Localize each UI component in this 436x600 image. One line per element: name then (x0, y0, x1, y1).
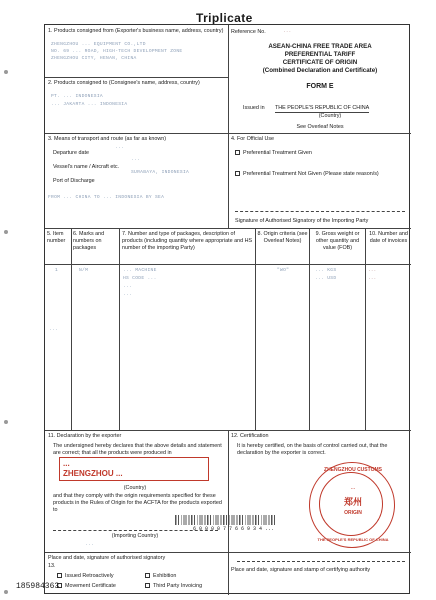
box1-label: 1. Products consigned from (Exporter's business name, address, country) (48, 28, 224, 34)
binder-hole (4, 420, 8, 424)
box2-label: 2. Products consigned to (Consignee's name, address, country) (48, 80, 200, 86)
company-stamp: ... ZHENGZHOU ... (59, 457, 209, 481)
divider (45, 77, 228, 78)
invoice-line: ... (368, 276, 377, 281)
divider (45, 228, 411, 229)
item-number: 1 (55, 268, 59, 273)
importing-signature-caption: Signature of Authorised Signatory of the Importing Party (235, 218, 369, 224)
box4-label: 4. For Official Use (231, 136, 275, 142)
exporter-place-caption: Place and date, signature of authorised signatory (48, 555, 166, 561)
description-line: ... MACHINE (123, 268, 157, 273)
declaration-text: The undersigned hereby declares that the above details and statement are correct; that all the products were produced in (53, 443, 222, 456)
divider (71, 228, 72, 430)
divider (309, 228, 310, 430)
exporter-line: ZHENGZHOU CITY, HENAN, CHINA (51, 56, 137, 61)
quantity-line: ... KGS (315, 268, 337, 273)
divider (365, 228, 366, 430)
overleaf-note: See Overleaf Notes (296, 124, 344, 130)
description-line: ... (123, 292, 133, 297)
binder-hole (4, 590, 8, 594)
certifying-authority-caption: Place and date, signature and stamp of certifying authority (231, 567, 371, 573)
vessel-label: Vessel's name / Aircraft etc. (53, 164, 120, 170)
description-line: ... (123, 284, 133, 289)
serial-number: 185984363 (16, 582, 60, 591)
reference-value: ... (283, 29, 292, 34)
marks-detail: ... (49, 327, 59, 332)
page-title: Triplicate (196, 11, 253, 25)
consignee-line: PT. ... INDONESIA (51, 94, 103, 99)
column-invoice: 10. Number and date of invoices (369, 231, 408, 244)
exporter-line: NO. 69 ... ROAD, HIGH-TECH DEVELOPMENT ZONE (51, 49, 183, 54)
consignee-line: ... JAKARTA ... INDONESIA (51, 102, 128, 107)
checkbox[interactable] (145, 583, 150, 588)
divider (45, 552, 411, 553)
column-weight: 9. Gross weight or other quantity and value (FOB) (315, 231, 360, 251)
customs-seal: ZHENGZHOU CUSTOMS ... 郑州 ORIGIN THE PEOPLE'S REPUBLIC OF CHINA (309, 462, 395, 548)
checkbox[interactable] (235, 171, 240, 176)
title-line: ASEAN-CHINA FREE TRADE AREA (268, 43, 372, 50)
declaration-text: and that they comply with the origin requirements specified for these products in the Rules of Origin for the ACFTA for the products exported to (53, 493, 222, 513)
divider (255, 228, 256, 430)
invoice-line: ... (368, 268, 377, 273)
route-value: FROM ... CHINA TO ... INDONESIA BY SEA (48, 195, 165, 200)
country-caption: (Country) (123, 485, 147, 491)
barcode (175, 515, 275, 525)
barcode-number: 6 0 0 0 0 7 7 6 6 9 3 4 ... (193, 526, 275, 532)
origin-criteria-value: "WO" (277, 268, 290, 273)
option-third-party-invoicing[interactable]: Third Party Invoicing (145, 583, 202, 590)
option-movement-certificate[interactable]: Movement Certificate (57, 583, 116, 590)
form-label: FORM E (306, 83, 334, 90)
option-exhibition[interactable]: Exhibition (145, 573, 176, 580)
certification-text: It is hereby certified, on the basis of control carried out, that the declaration by the exporter is correct. (237, 443, 388, 456)
box3-label: 3. Means of transport and route (as far as known) (48, 136, 167, 142)
preferential-given-option[interactable]: Preferential Treatment Given (235, 150, 312, 157)
divider (45, 133, 411, 134)
exporter-line: ZHENGZHOU ... EQUIPMENT CO.,LTD (51, 42, 146, 47)
marks-value: N/M (79, 268, 89, 273)
divider (45, 264, 411, 265)
divider (228, 430, 229, 595)
vessel-value: ... (131, 157, 141, 162)
quantity-line: ... USD (315, 276, 337, 281)
title-line: PREFERENTIAL TARIFF (284, 51, 356, 58)
checkbox[interactable] (235, 150, 240, 155)
signature-line (235, 211, 405, 212)
preferential-not-given-option[interactable]: Preferential Treatment Not Given (Please state reason/s) (235, 171, 379, 178)
description-line: HS CODE ... (123, 276, 157, 281)
port-value: SURABAYA, INDONESIA (131, 170, 190, 175)
box12-label: 12. Certification (231, 433, 269, 439)
issued-country: THE PEOPLE'S REPUBLIC OF CHINA (275, 105, 370, 111)
option-issued-retroactively[interactable]: Issued Retroactively (57, 573, 114, 580)
column-item-number: 5. Item number (47, 231, 66, 244)
column-description: 7. Number and type of packages, description of products (including quantity where appropriate and HS number of the importing Party) (122, 231, 253, 251)
reference-label: Reference No. (231, 29, 266, 35)
certificate-form (44, 24, 410, 594)
issued-label: Issued in (243, 105, 265, 111)
title-line: CERTIFICATE OF ORIGIN (282, 59, 358, 66)
importing-country-caption: (Importing Country) (111, 533, 159, 539)
signature-line (237, 561, 405, 562)
exporter-place-value: ... (85, 542, 95, 547)
box13-label: 13. (48, 563, 56, 569)
title-line: (Combined Declaration and Certificate) (262, 67, 378, 74)
box11-label: 11. Declaration by the exporter (48, 433, 122, 439)
departure-label: Departure date (53, 150, 89, 156)
binder-hole (4, 230, 8, 234)
departure-value: ... (115, 145, 125, 150)
divider (119, 228, 120, 430)
port-label: Port of Discharge (53, 178, 95, 184)
column-origin: 8. Origin criteria (see Overleaf Notes) (257, 231, 308, 244)
binder-hole (4, 70, 8, 74)
checkbox[interactable] (145, 573, 150, 578)
checkbox[interactable] (57, 573, 62, 578)
column-marks: 6. Marks and numbers on packages (73, 231, 105, 251)
country-caption: (Country) (318, 113, 342, 119)
